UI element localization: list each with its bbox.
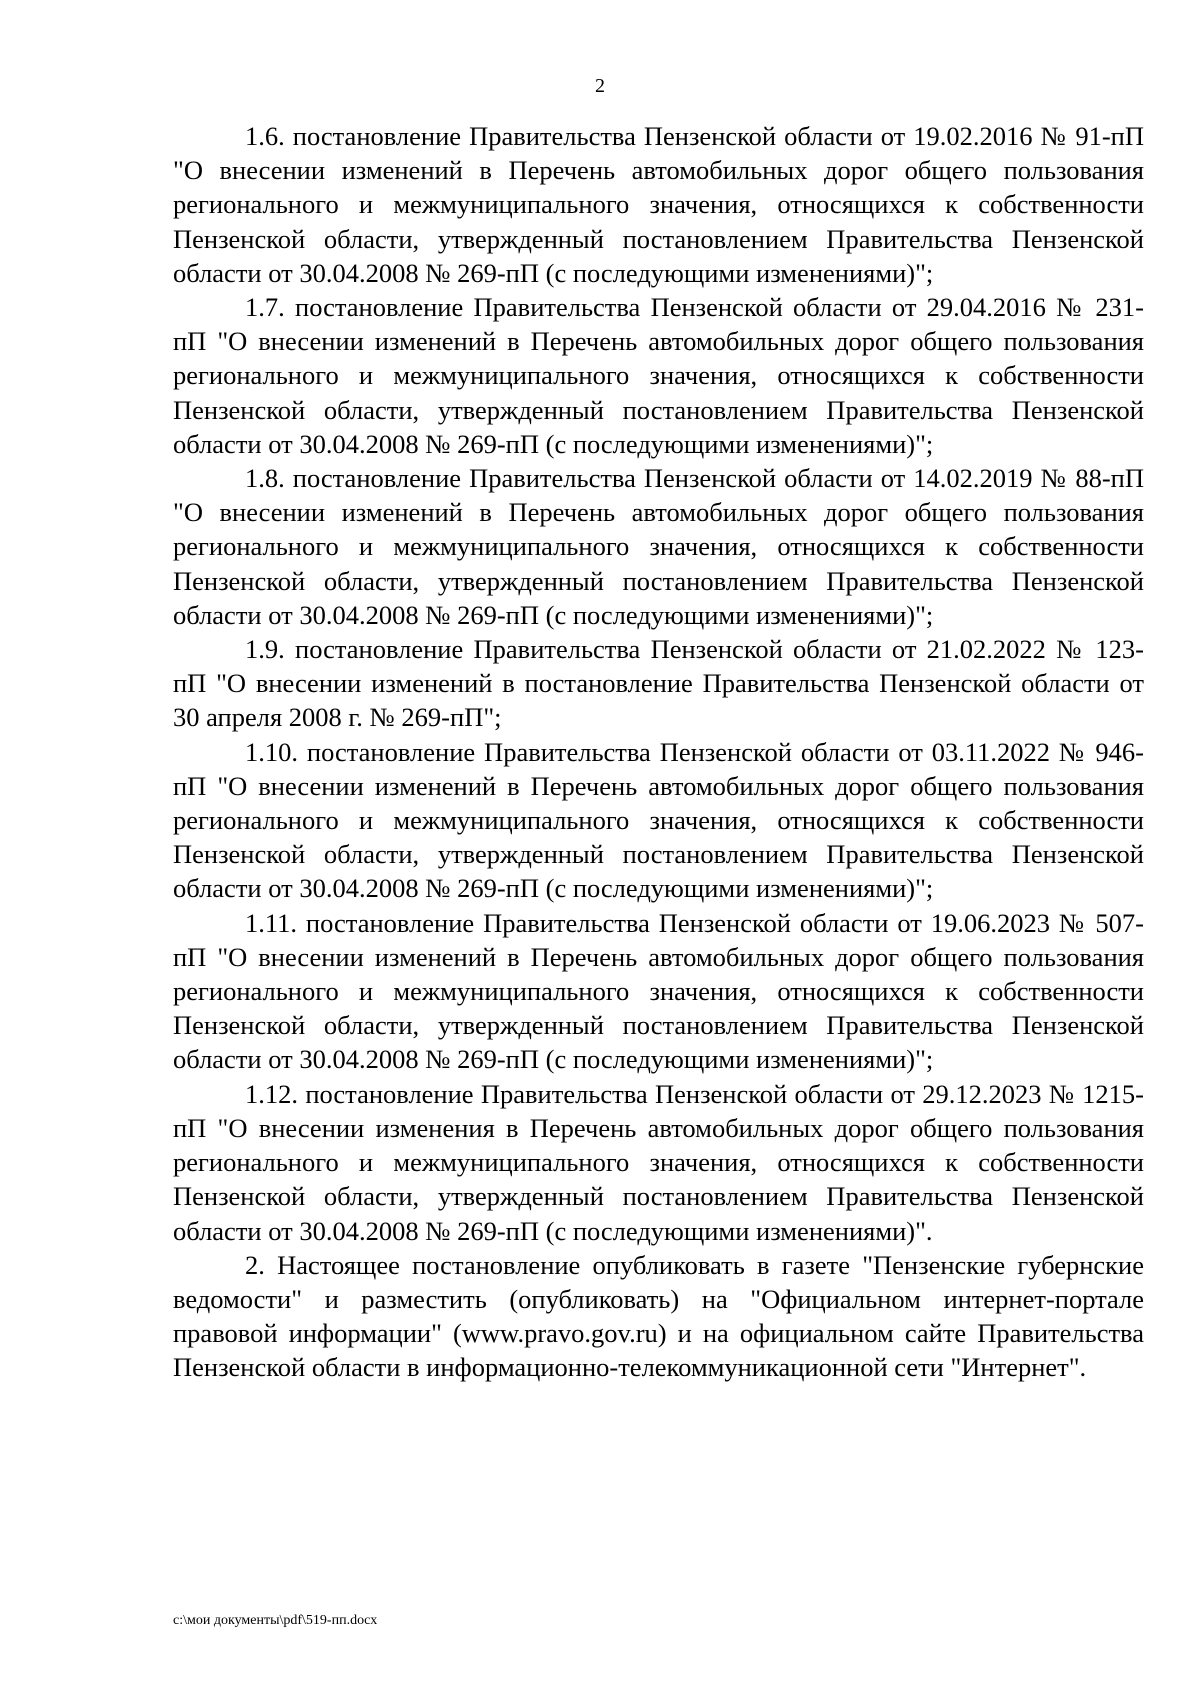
list-item-1-10: 1.10. постановление Правительства Пензенской области от 03.11.2022 № 946-пП "О внесении изменений в Перечень автомобильных дорог общего пользования регионального и межмуниципального значения, относящихся к собственности Пензенской области, утвержденный постановлением Правительства Пензенской области от 30.04.2008 № 269-пП (с последующими изменениями)"; [173, 736, 1144, 904]
list-item-1-12: 1.12. постановление Правительства Пензенской области от 29.12.2023 № 1215-пП "О внесении изменения в Перечень автомобильных дорог общего пользования регионального и межмуниципального значения, относящихся к собственности Пензенской области, утвержденный постановлением Правительства Пензенской области от 30.04.2008 № 269-пП (с последующими изменениями)". [173, 1078, 1144, 1246]
paragraph-2-publication: 2. Настоящее постановление опубликовать в газете "Пензенские губернские ведомости" и разместить (опубликовать) на "Официальном интернет-портале правовой информации" (www.pravo.gov.ru) и на официальном сайте Правительства Пензенской области в информационно-телекоммуникационной сети "Интернет". [173, 1249, 1144, 1383]
list-item-1-8: 1.8. постановление Правительства Пензенской области от 14.02.2019 № 88-пП "О внесении изменений в Перечень автомобильных дорог общего пользования регионального и межмуниципального значения, относящихся к собственности Пензенской области, утвержденный постановлением Правительства Пензенской области от 30.04.2008 № 269-пП (с последующими изменениями)"; [173, 463, 1144, 630]
page-number: 2 [595, 75, 605, 97]
list-item-1-6: 1.6. постановление Правительства Пензенской области от 19.02.2016 № 91-пП "О внесении изменений в Перечень автомобильных дорог общего пользования регионального и межмуниципального значения, относящихся к собственности Пензенской области, утвержденный постановлением Правительства Пензенской области от 30.04.2008 № 269-пП (с последующими изменениями)"; [173, 121, 1144, 288]
document-body [173, 119, 1144, 1385]
list-item-1-9: 1.9. постановление Правительства Пензенской области от 21.02.2022 № 123-пП "О внесении изменений в постановление Правительства Пензенской области от 30 апреля 2008 г. № 269-пП"; [173, 634, 1144, 733]
list-item-1-11: 1.11. постановление Правительства Пензенской области от 19.06.2023 № 507-пП "О внесении изменений в Перечень автомобильных дорог общего пользования регионального и межмуниципального значения, относящихся к собственности Пензенской области, утвержденный постановлением Правительства Пензенской области от 30.04.2008 № 269-пП (с последующими изменениями)"; [173, 907, 1144, 1075]
list-item-1-7: 1.7. постановление Правительства Пензенской области от 29.04.2016 № 231-пП "О внесении изменений в Перечень автомобильных дорог общего пользования регионального и межмуниципального значения, относящихся к собственности Пензенской области, утвержденный постановлением Правительства Пензенской области от 30.04.2008 № 269-пП (с последующими изменениями)"; [173, 292, 1144, 459]
footer-file-path: c:\мои документы\pdf\519-пп.docx [173, 1613, 378, 1628]
